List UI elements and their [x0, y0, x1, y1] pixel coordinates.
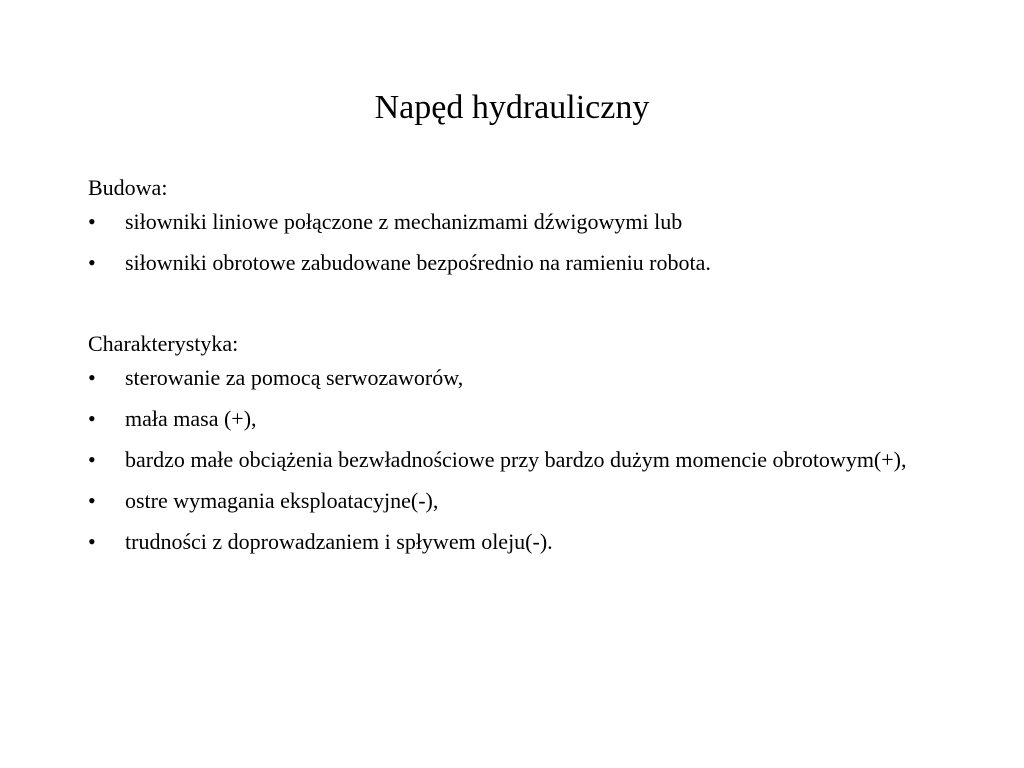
slide-content — [88, 171, 948, 566]
slide-title: Napęd hydrauliczny — [374, 89, 650, 126]
bullet-icon: • — [88, 250, 96, 275]
section-spacer — [88, 287, 948, 327]
list-item — [88, 402, 948, 436]
bullet-icon: • — [88, 406, 96, 431]
section-heading: Budowa: — [88, 175, 168, 200]
bullet-icon: • — [88, 209, 96, 234]
bullet-list — [88, 205, 948, 280]
list-item-text: siłowniki obrotowe zabudowane bezpośrednio na ramieniu robota. — [125, 250, 711, 275]
bullet-icon: • — [88, 365, 96, 390]
list-item-text: ostre wymagania eksploatacyjne(-), — [125, 488, 439, 513]
bullet-icon: • — [88, 447, 96, 472]
bullet-icon: • — [88, 529, 96, 554]
list-item-text: bardzo małe obciążenia bezwładnościowe przy bardzo dużym momencie obrotowym(+), — [125, 447, 907, 472]
bullet-list — [88, 361, 948, 559]
list-item — [88, 525, 948, 559]
section-heading: Charakterystyka: — [88, 331, 239, 356]
list-item — [88, 443, 948, 477]
list-item-text: trudności z doprowadzaniem i spływem oleju(-). — [125, 529, 553, 554]
bullet-icon: • — [88, 488, 96, 513]
list-item — [88, 484, 948, 518]
list-item-text: siłowniki liniowe połączone z mechanizmami dźwigowymi lub — [125, 209, 683, 234]
list-item — [88, 205, 948, 239]
list-item-text: sterowanie za pomocą serwozaworów, — [125, 365, 464, 390]
section-budowa — [88, 171, 948, 280]
list-item — [88, 246, 948, 280]
list-item — [88, 361, 948, 395]
list-item-text: mała masa (+), — [125, 406, 257, 431]
section-charakterystyka — [88, 327, 948, 559]
